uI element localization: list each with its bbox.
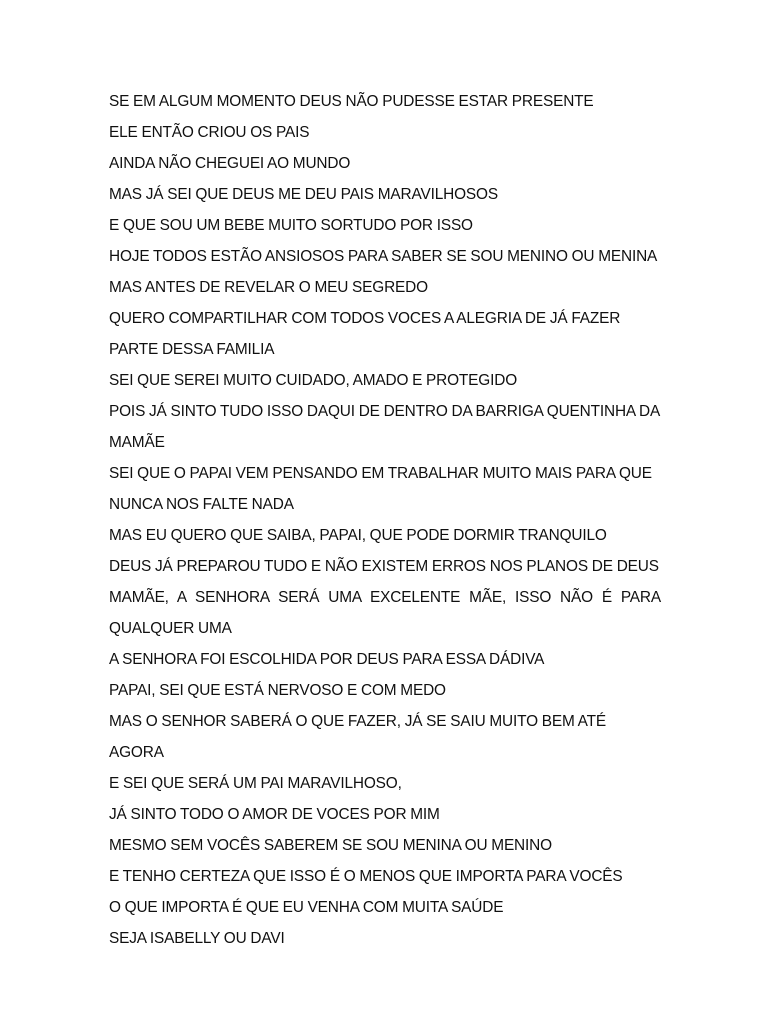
document-line: MAS JÁ SEI QUE DEUS ME DEU PAIS MARAVILHOSOS	[109, 186, 498, 203]
document-line: HOJE TODOS ESTÃO ANSIOSOS PARA SABER SE SOU MENINO OU MENINA	[109, 248, 658, 265]
document-line: E TENHO CERTEZA QUE ISSO É O MENOS QUE IMPORTA PARA VOCÊS	[109, 868, 623, 885]
document-line: MAS EU QUERO QUE SAIBA, PAPAI, QUE PODE DORMIR TRANQUILO	[109, 527, 607, 544]
document-line: MAS ANTES DE REVELAR O MEU SEGREDO	[109, 279, 428, 296]
document-line: O QUE IMPORTA É QUE EU VENHA COM MUITA SAÚDE	[109, 899, 504, 916]
document-line: DEUS JÁ PREPAROU TUDO E NÃO EXISTEM ERROS NOS PLANOS DE DEUS	[109, 558, 659, 575]
document-line: SEJA ISABELLY OU DAVI	[109, 930, 285, 947]
document-line: SEI QUE SEREI MUITO CUIDADO, AMADO E PROTEGIDO	[109, 372, 518, 389]
document-line: SEI QUE O PAPAI VEM PENSANDO EM TRABALHAR MUITO MAIS PARA QUE NUNCA NOS FALTE NADA	[109, 465, 652, 513]
document-line: A SENHORA FOI ESCOLHIDA POR DEUS PARA ESSA DÁDIVA	[109, 651, 545, 668]
document-line: AINDA NÃO CHEGUEI AO MUNDO	[109, 155, 351, 172]
document-line: PAPAI, SEI QUE ESTÁ NERVOSO E COM MEDO	[109, 682, 446, 699]
document-text-body	[109, 86, 661, 954]
document-line: QUERO COMPARTILHAR COM TODOS VOCES A ALEGRIA DE JÁ FAZER PARTE DESSA FAMILIA	[109, 310, 621, 358]
document-line: POIS JÁ SINTO TUDO ISSO DAQUI DE DENTRO DA BARRIGA QUENTINHA DA MAMÃE	[109, 403, 660, 451]
document-line: MESMO SEM VOCÊS SABEREM SE SOU MENINA OU MENINO	[109, 837, 552, 854]
document-line: JÁ SINTO TODO O AMOR DE VOCES POR MIM	[109, 806, 440, 823]
document-line: SE EM ALGUM MOMENTO DEUS NÃO PUDESSE ESTAR PRESENTE	[109, 93, 594, 110]
document-line: E QUE SOU UM BEBE MUITO SORTUDO POR ISSO	[109, 217, 473, 234]
document-line: E SEI QUE SERÁ UM PAI MARAVILHOSO,	[109, 775, 402, 792]
document-line: MAMÃE, A SENHORA SERÁ UMA EXCELENTE MÃE, ISSO NÃO É PARA QUALQUER UMA	[109, 589, 661, 637]
document-line: MAS O SENHOR SABERÁ O QUE FAZER, JÁ SE SAIU MUITO BEM ATÉ AGORA	[109, 713, 606, 761]
document-line: ELE ENTÃO CRIOU OS PAIS	[109, 124, 310, 141]
